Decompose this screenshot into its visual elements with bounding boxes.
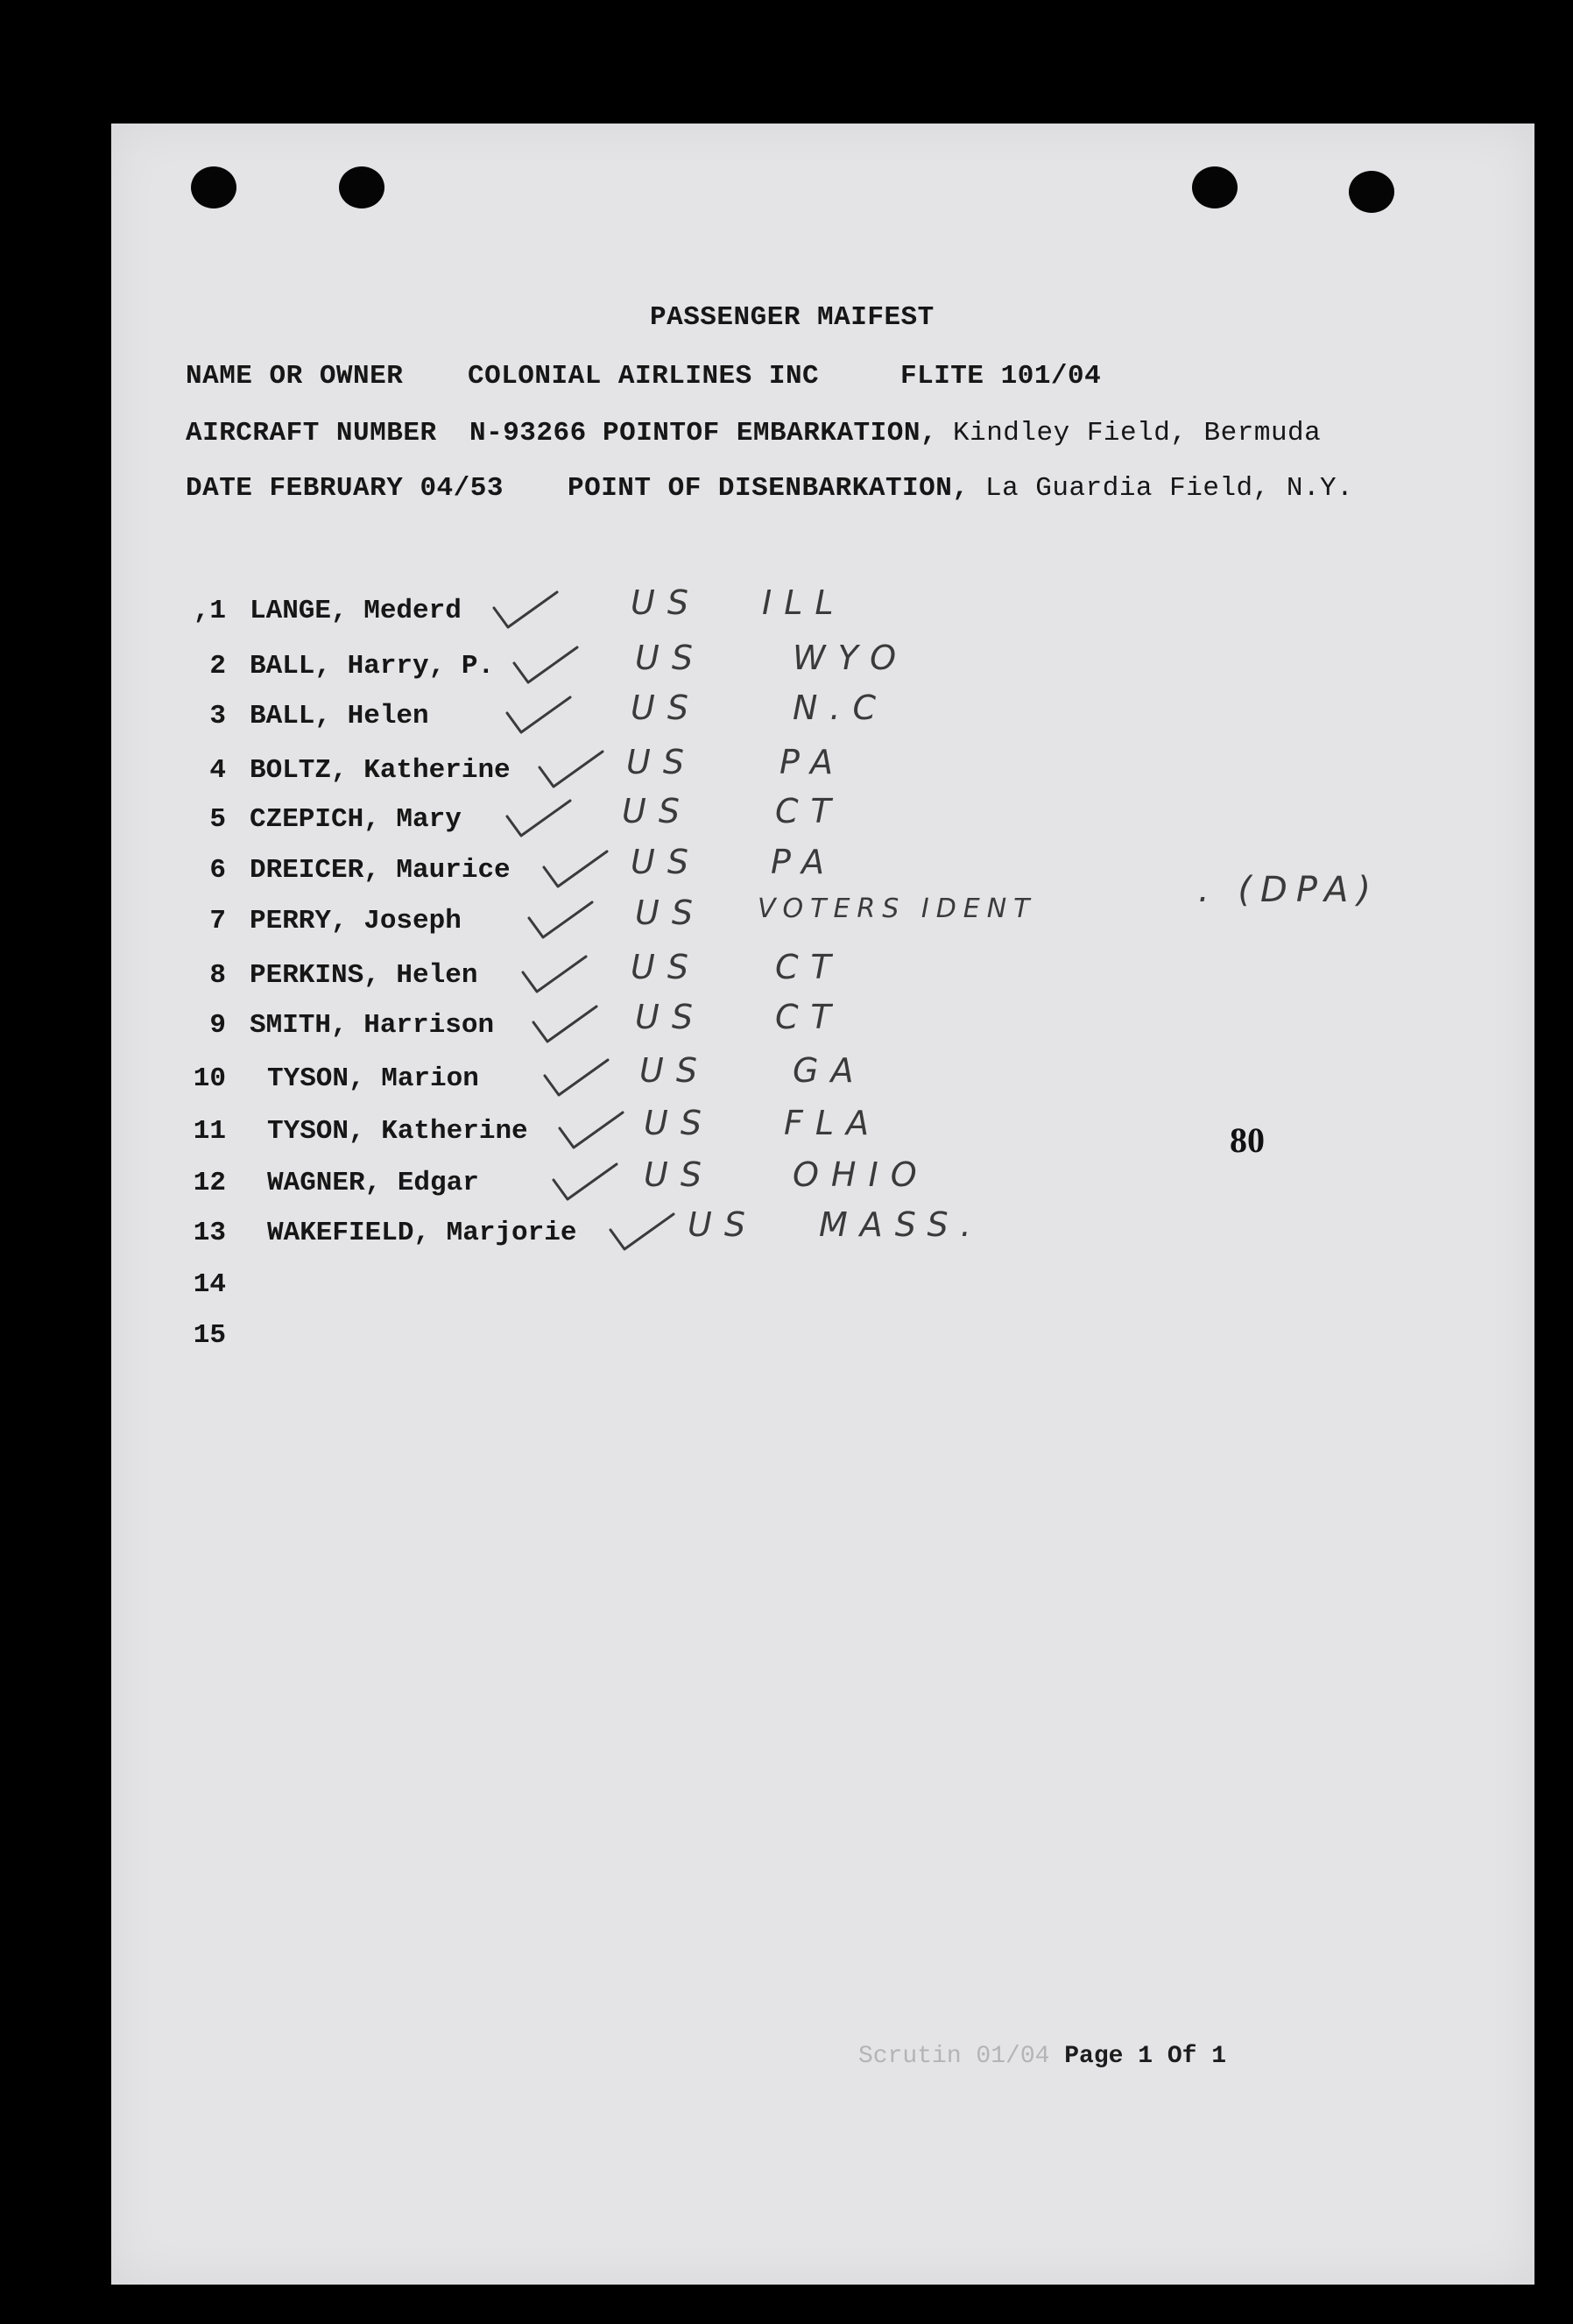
passenger-number: 12: [193, 1168, 226, 1198]
passenger-name: BALL, Harry, P.: [250, 651, 495, 682]
passenger-name: PERKINS, Helen: [250, 960, 478, 991]
passenger-residence: WYO: [793, 639, 909, 677]
passenger-name: TYSON, Marion: [267, 1063, 479, 1094]
passenger-nationality: US: [631, 583, 701, 622]
passenger-residence: N.C: [793, 689, 889, 727]
check-mark-icon: [536, 746, 606, 790]
check-mark-icon: [511, 642, 581, 686]
passenger-number: 6: [209, 855, 226, 886]
disembark-label: POINT OF DISENBARKATION,: [568, 473, 970, 504]
passenger-row: [0, 1051, 1573, 1107]
passenger-residence: CT: [775, 948, 843, 986]
check-mark-icon: [550, 1159, 620, 1203]
passenger-nationality: US: [688, 1205, 758, 1244]
passenger-name: LANGE, Mederd: [250, 596, 462, 626]
punch-hole-1: [191, 166, 236, 208]
passenger-name: BOLTZ, Katherine: [250, 755, 511, 786]
passenger-name: WAGNER, Edgar: [267, 1168, 479, 1198]
stamp-number: 80: [1230, 1120, 1265, 1160]
passenger-nationality: US: [626, 743, 696, 781]
passenger-name: BALL, Helen: [250, 701, 429, 731]
aircraft-label: AIRCRAFT NUMBER: [186, 418, 437, 449]
passenger-residence: PA: [771, 843, 837, 881]
disembark-value: La Guardia Field, N.Y.: [985, 473, 1354, 504]
passenger-number: 11: [193, 1116, 226, 1147]
punch-hole-2: [339, 166, 384, 208]
check-mark-icon: [541, 1055, 611, 1098]
passenger-number: 9: [209, 1010, 226, 1041]
passenger-number: 5: [209, 804, 226, 835]
check-mark-icon: [556, 1107, 626, 1151]
passenger-row: [0, 792, 1573, 848]
passenger-residence: CT: [775, 998, 843, 1036]
passenger-row: [0, 1155, 1573, 1211]
passenger-number: 4: [209, 755, 226, 786]
passenger-name: SMITH, Harrison: [250, 1010, 495, 1041]
check-mark-icon: [540, 846, 610, 890]
handwritten-annotation: . (DPA): [1198, 870, 1379, 910]
check-mark-icon: [526, 897, 596, 941]
passenger-number: ,1: [193, 596, 226, 626]
passenger-residence: CT: [775, 792, 843, 830]
passenger-name: DREICER, Maurice: [250, 855, 511, 886]
passenger-name: CZEPICH, Mary: [250, 804, 462, 835]
passenger-residence: FLA: [784, 1104, 882, 1142]
passenger-row: [0, 894, 1573, 950]
footer-page-number: Page 1 Of 1: [1064, 2043, 1227, 2070]
passenger-nationality: US: [644, 1155, 714, 1194]
check-mark-icon: [519, 951, 589, 995]
passenger-number: 3: [209, 701, 226, 731]
punch-hole-3: [1192, 166, 1238, 208]
passenger-name: TYSON, Katherine: [267, 1116, 528, 1147]
passenger-name: WAKEFIELD, Marjorie: [267, 1218, 577, 1248]
passenger-residence: GA: [793, 1051, 866, 1090]
passenger-residence: OHIO: [793, 1155, 929, 1194]
passenger-nationality: US: [631, 689, 701, 727]
passenger-residence: PA: [779, 743, 846, 781]
passenger-name: PERRY, Joseph: [250, 906, 462, 936]
passenger-number: 2: [209, 651, 226, 682]
passenger-row: [0, 1104, 1573, 1160]
passenger-nationality: US: [644, 1104, 714, 1142]
check-mark-icon: [490, 587, 561, 631]
punch-hole-4: [1349, 171, 1394, 213]
embark-label: POINTOF EMBARKATION,: [603, 418, 938, 449]
date-field: DATE FEBRUARY 04/53: [186, 473, 504, 504]
passenger-nationality: US: [639, 1051, 709, 1090]
check-mark-icon: [530, 1001, 600, 1045]
check-mark-icon: [607, 1209, 677, 1253]
passenger-residence: VOTERS IDENT: [758, 894, 1037, 924]
passenger-row: [0, 639, 1573, 695]
passenger-row: [0, 1269, 1573, 1313]
page-footer: [858, 2043, 1226, 2070]
flight-number: FLITE 101/04: [900, 361, 1102, 392]
check-mark-icon: [504, 795, 574, 839]
aircraft-value: N-93266: [469, 418, 587, 449]
passenger-number: 13: [193, 1218, 226, 1248]
passenger-nationality: US: [622, 792, 692, 830]
passenger-nationality: US: [635, 639, 705, 677]
check-mark-icon: [504, 692, 574, 736]
passenger-residence: MASS.: [819, 1205, 984, 1244]
passenger-row: [0, 689, 1573, 745]
passenger-number: 14: [193, 1269, 226, 1300]
footer-faint-text: Scrutin 01/04: [858, 2043, 1050, 2070]
passenger-number: 7: [209, 906, 226, 936]
passenger-nationality: US: [635, 894, 705, 932]
embark-value: Kindley Field, Bermuda: [953, 418, 1322, 449]
passenger-nationality: US: [635, 998, 705, 1036]
passenger-number: 10: [193, 1063, 226, 1094]
passenger-residence: ILL: [762, 583, 846, 622]
owner-label: NAME OR OWNER: [186, 361, 404, 392]
passenger-nationality: US: [631, 948, 701, 986]
passenger-row: [0, 1320, 1573, 1364]
passenger-row: [0, 998, 1573, 1054]
manifest-title: PASSENGER MAIFEST: [650, 302, 935, 333]
passenger-row: [0, 1205, 1573, 1261]
passenger-nationality: US: [631, 843, 701, 881]
owner-value: COLONIAL AIRLINES INC: [468, 361, 820, 392]
passenger-number: 15: [193, 1320, 226, 1351]
passenger-number: 8: [209, 960, 226, 991]
passenger-row: [0, 583, 1573, 639]
